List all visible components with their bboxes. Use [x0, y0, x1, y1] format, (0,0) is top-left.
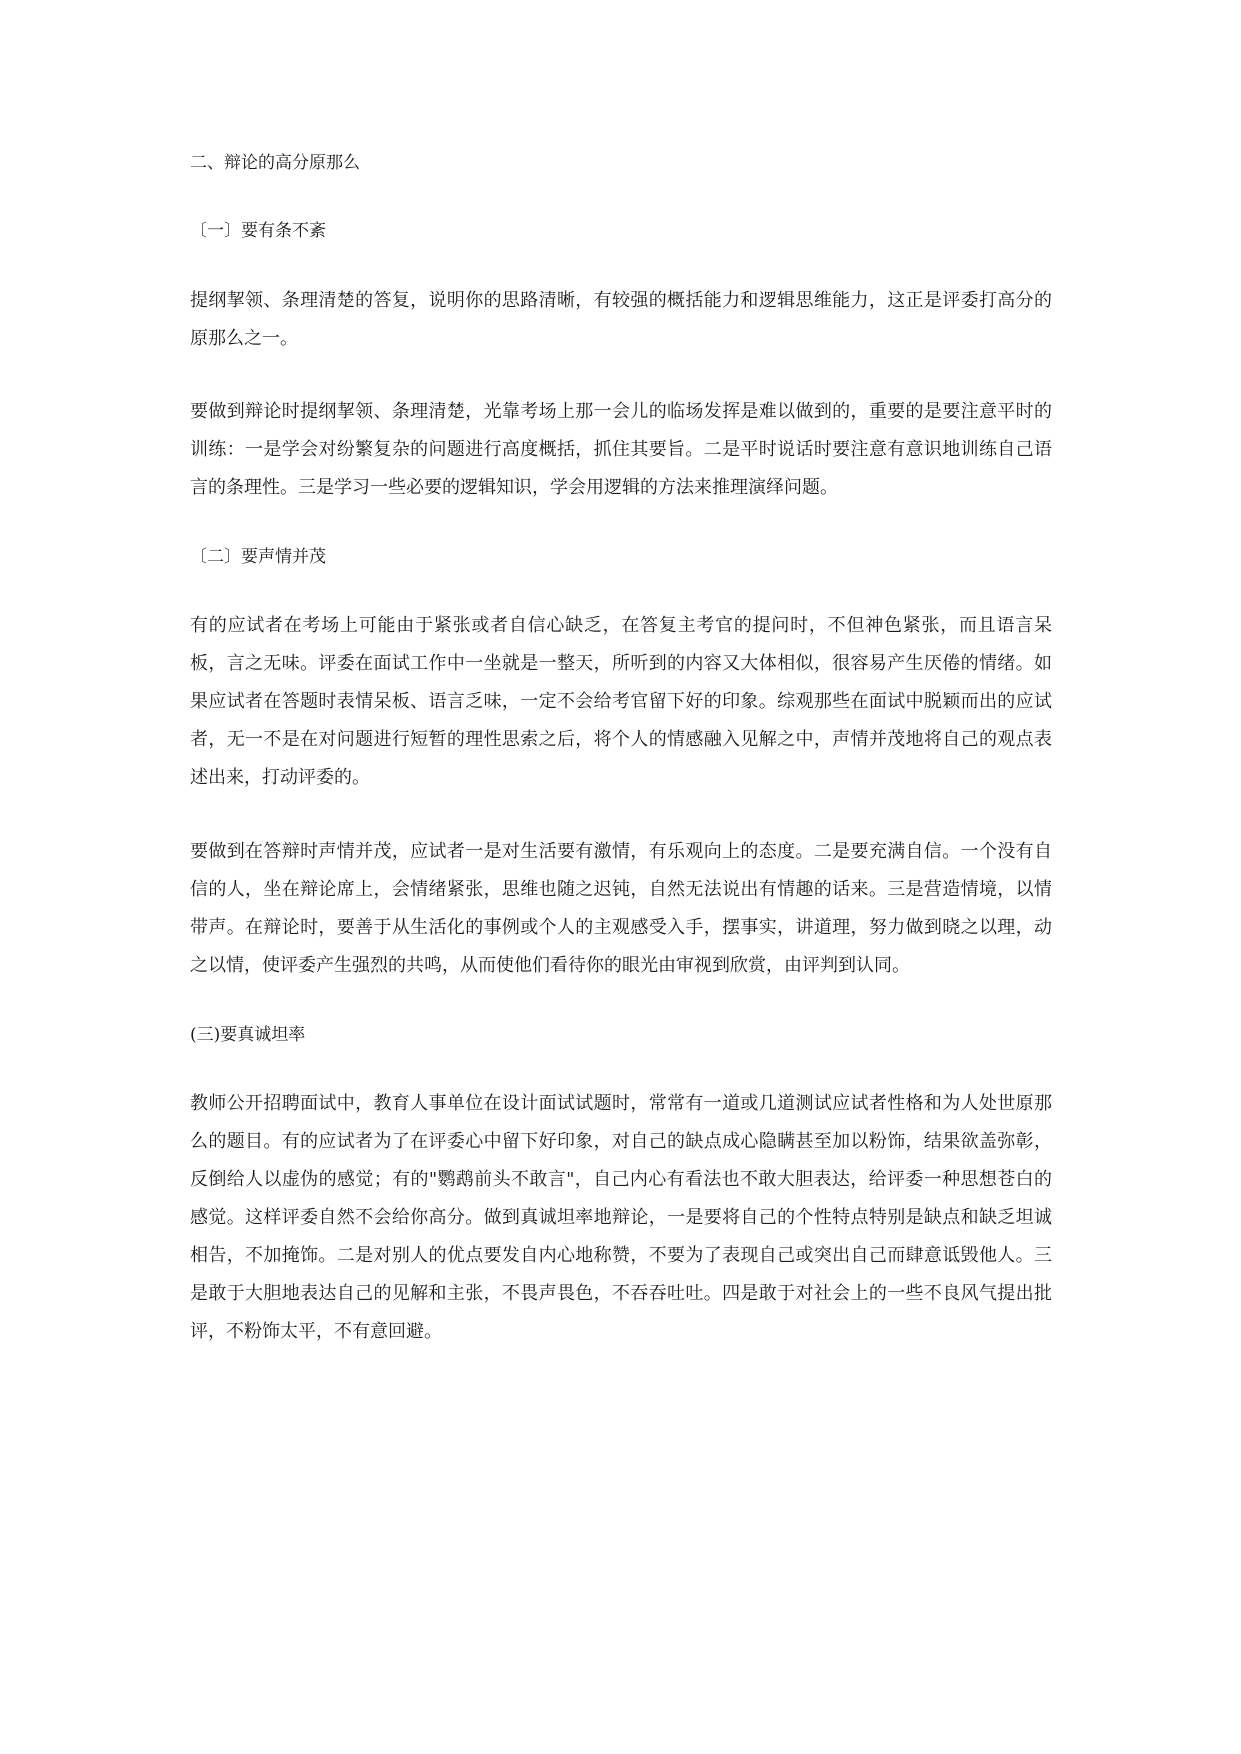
section-title: 二、辩论的高分原那么	[190, 153, 360, 173]
paragraph: 要做到在答辩时声情并茂，应试者一是对生活要有激情，有乐观向上的态度。二是要充满自信。一个没有自信的人，坐在辩论席上，会情绪紧张，思维也随之迟钝，自然无法说出有情趣的话来。三是营造情境，以情带声。在辩论时，要善于从生活化的事例或个人的主观感受入手，摆事实，讲道理，努力做到晓之以理，动之以情，使评委产生强烈的共鸣，从而使他们看待你的眼光由审视到欣赏，由评判到认同。	[190, 841, 1052, 976]
paragraph: 有的应试者在考场上可能由于紧张或者自信心缺乏，在答复主考官的提问时，不但神色紧张，而且语言呆板，言之无味。评委在面试工作中一坐就是一整天，所听到的内容又大体相似，很容易产生厌倦的情绪。如果应试者在答题时表情呆板、语言乏味，一定不会给考官留下好的印象。综观那些在面试中脱颖而出的应试者，无一不是在对问题进行短暂的理性思索之后，将个人的情感融入见解之中，声情并茂地将自己的观点表述出来，打动评委的。	[190, 615, 1052, 788]
paragraph: 教师公开招聘面试中，教育人事单位在设计面试试题时，常常有一道或几道测试应试者性格和为人处世原那么的题目。有的应试者为了在评委心中留下好印象，对自己的缺点成心隐瞒甚至加以粉饰，结果欲盖弥彰，反倒给人以虚伪的感觉；有的"鹦鹉前头不敢言"，自己内心有看法也不敢大胆表达，给评委一种思想苍白的感觉。这样评委自然不会给你高分。做到真诚坦率地辩论，一是要将自己的个性特点特别是缺点和缺乏坦诚相告，不加掩饰。二是对别人的优点要发自内心地称赞，不要为了表现自己或突出自己而肆意诋毁他人。三是敢于大胆地表达自己的见解和主张，不畏声畏色，不吞吞吐吐。四是敢于对社会上的一些不良风气提出批评，不粉饰太平，不有意回避。	[190, 1093, 1052, 1342]
subsection-title-3: (三)要真诚坦率	[190, 1025, 306, 1045]
subsection-title-1: 〔一〕要有条不紊	[190, 221, 326, 241]
subsection-title-2: 〔二〕要声情并茂	[190, 547, 326, 567]
paragraph: 提纲挈领、条理清楚的答复，说明你的思路清晰，有较强的概括能力和逻辑思维能力，这正是评委打高分的原那么之一。	[190, 290, 1052, 349]
paragraph: 要做到辩论时提纲挈领、条理清楚，光靠考场上那一会儿的临场发挥是难以做到的，重要的是要注意平时的训练：一是学会对纷繁复杂的问题进行高度概括，抓住其要旨。二是平时说话时要注意有意识地训练自己语言的条理性。三是学习一些必要的逻辑知识，学会用逻辑的方法来推理演绎问题。	[190, 401, 1052, 498]
document-page	[190, 150, 1052, 1351]
